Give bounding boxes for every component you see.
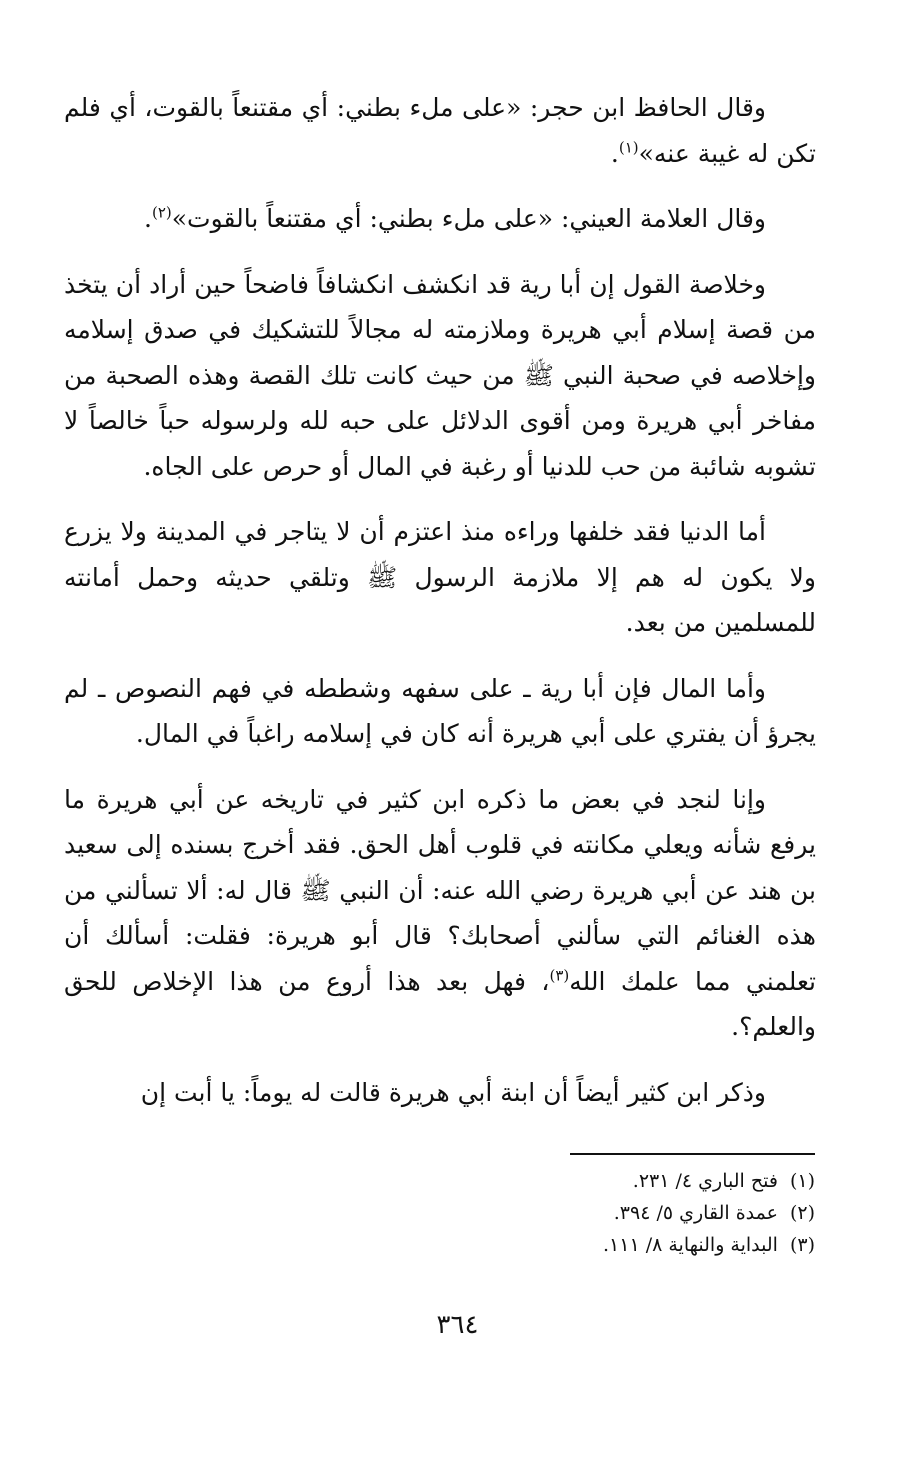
paragraph-text-end: ، فهل بعد هذا أروع من هذا الإخلاص للحق والعلم؟. [64, 966, 816, 1041]
paragraph [64, 509, 816, 646]
footnote-reference: (٣) [549, 966, 570, 985]
paragraph-text: وذكر ابن كثير أيضاً أن ابنة أبي هريرة قالت له يوماً: يا أبت إن [140, 1077, 766, 1107]
paragraph [64, 777, 816, 1050]
footnote-number: (١) [789, 1170, 815, 1192]
paragraph-text: وأما المال فإن أبا رية ـ على سفهه وشططه في فهم النصوص ـ لم يجرؤ أن يفتري على أبي هريرة أنه كان في إسلامه راغباً في المال. [64, 673, 816, 748]
paragraph [64, 262, 816, 490]
footnote-text: فتح الباري ٤/ ٢٣١. [632, 1170, 778, 1192]
paragraph [64, 85, 816, 176]
paragraph-text: وقال الحافظ ابن حجر: «على ملء بطني: أي مقتنعاً بالقوت، أي فلم تكن له غيبة عنه» [64, 93, 816, 168]
paragraph-text-end: . [144, 204, 152, 233]
paragraph-text: وقال العلامة العيني: «على ملء بطني: أي مقتنعاً بالقوت» [171, 204, 766, 233]
footnote-reference: (٢) [151, 203, 172, 222]
footnote-separator [570, 1153, 815, 1155]
main-text [64, 85, 816, 1135]
paragraph-text: وإنا لنجد في بعض ما ذكره ابن كثير في تاريخه عن أبي هريرة ما يرفع شأنه ويعلي مكانته في قلوب أهل الحق. فقد أخرج بسنده إلى سعيد بن هند عن أبي هريرة رضي الله عنه: أن النبي ﷺ قال له: ألا تسألني من هذه الغنائم التي سألني أصحابك؟ قال أبو هريرة: فقلت: أسألك أن تعلمني مما علمك الله [64, 784, 817, 996]
footnote [315, 1229, 815, 1261]
page-number: ٣٦٤ [436, 1310, 479, 1340]
paragraph [64, 1070, 816, 1116]
paragraph-text: وخلاصة القول إن أبا رية قد انكشف انكشافاً فاضحاً حين أراد أن يتخذ من قصة إسلام أبي هريرة وملازمته له مجالاً للتشكيك في صدق إسلامه وإخلاصه في صحبة النبي ﷺ من حيث كانت تلك القصة وهذه الصحبة من مفاخر أبي هريرة ومن أقوى الدلائل على حبه لله ولرسوله حباً خالصاً لا تشوبه شائبة من حب للدنيا أو رغبة في المال أو حرص على الجاه. [64, 269, 816, 481]
footnote [315, 1165, 815, 1197]
footnote-number: (٣) [789, 1234, 815, 1256]
footnotes [315, 1165, 815, 1261]
footnote-text: البداية والنهاية ٨/ ١١١. [602, 1234, 778, 1256]
footnote-text: عمدة القاري ٥/ ٣٩٤. [613, 1202, 778, 1224]
footnote-number: (٢) [789, 1202, 815, 1224]
footnote [315, 1197, 815, 1229]
footnote-reference: (١) [618, 138, 639, 157]
paragraph-text-end: . [610, 138, 619, 168]
paragraph-text: أما الدنيا فقد خلفها وراءه منذ اعتزم أن لا يتاجر في المدينة ولا يزرع ولا يكون له هم إلا ملازمة الرسول ﷺ وتلقي حديثه وحمل أمانته للمسلمين من بعد. [64, 517, 816, 637]
paragraph [64, 196, 816, 242]
paragraph [64, 666, 816, 757]
